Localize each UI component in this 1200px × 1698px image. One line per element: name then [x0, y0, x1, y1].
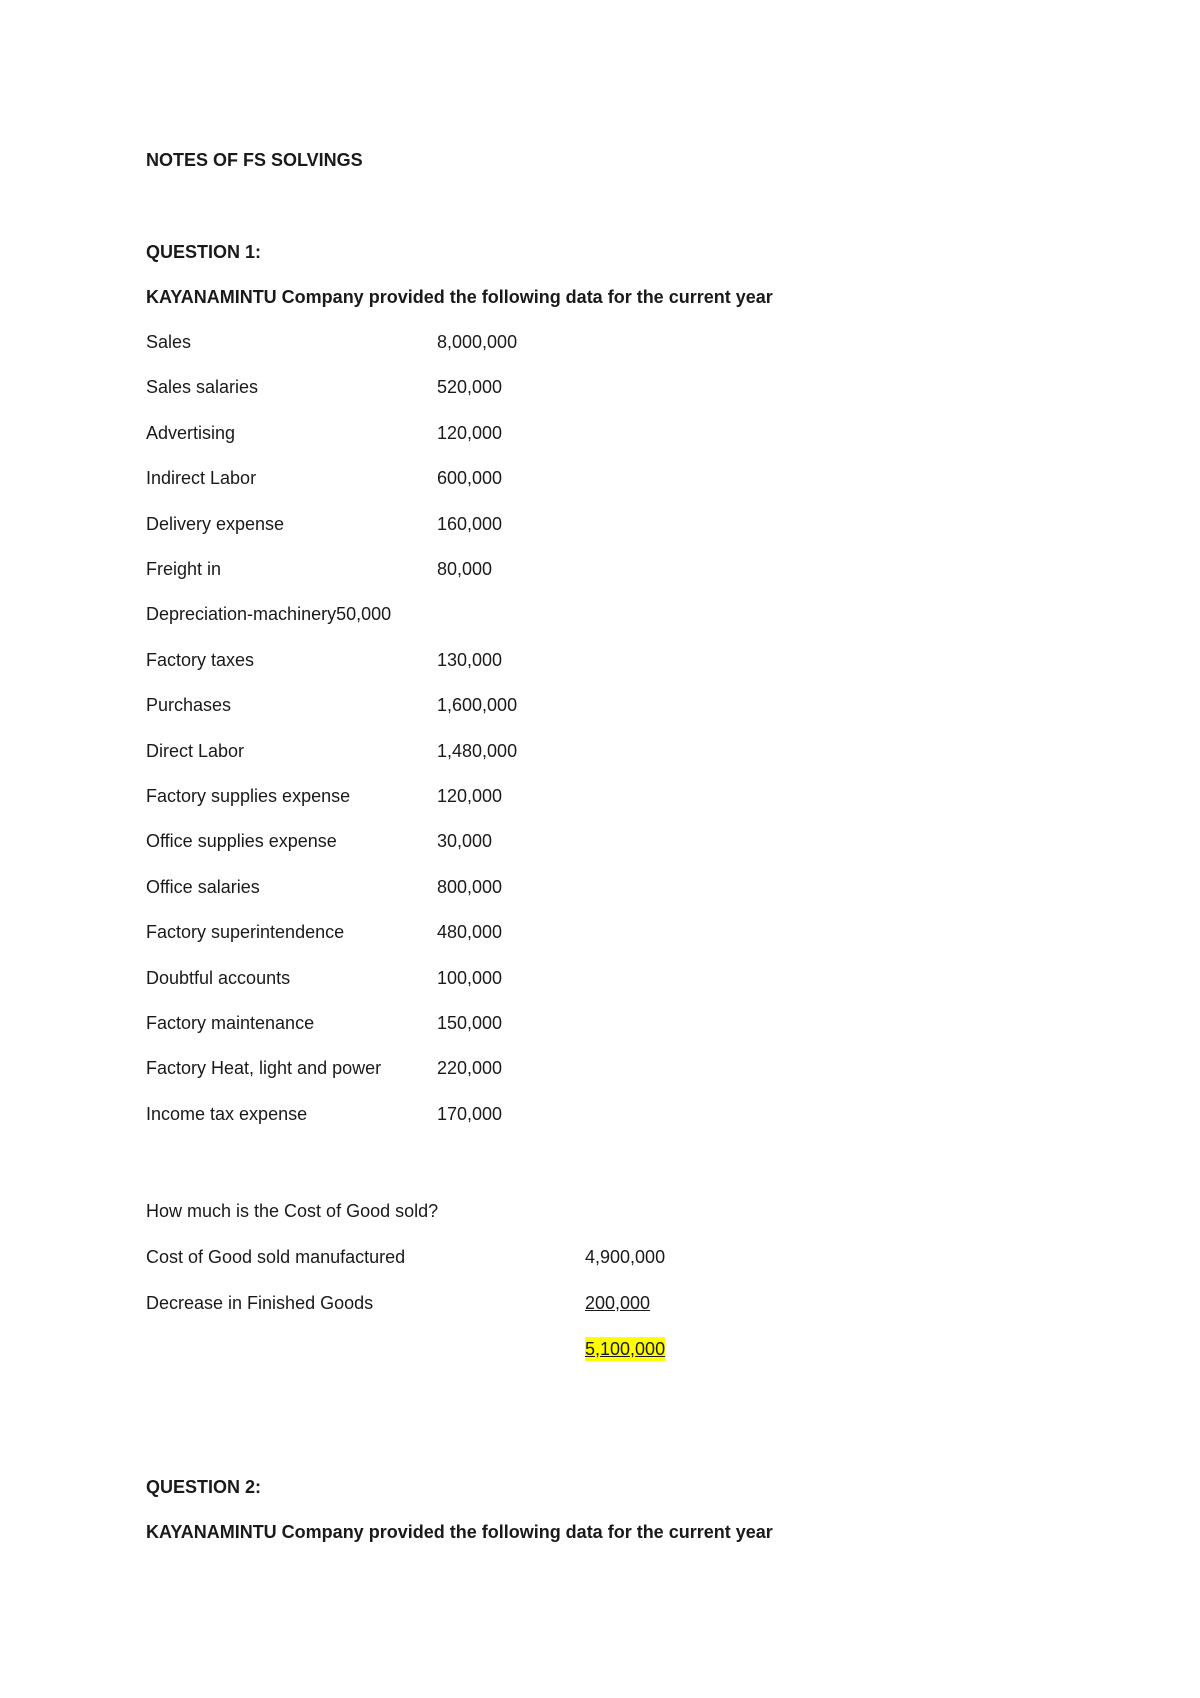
doc-title: NOTES OF FS SOLVINGS [146, 150, 363, 170]
item-value: 100,000 [437, 968, 503, 988]
item-label: Factory taxes [146, 650, 255, 670]
item-value: 130,000 [437, 650, 503, 670]
item-label: Delivery expense [146, 514, 285, 534]
question1-intro: KAYANAMINTU Company provided the following data for the current year [146, 287, 773, 307]
item-value: 120,000 [437, 423, 503, 443]
answer-label-cogm: Cost of Good sold manufactured [146, 1247, 406, 1267]
answer-value-decrease: 200,000 [585, 1293, 651, 1313]
question1-heading: QUESTION 1: [146, 242, 262, 262]
item-value: 30,000 [437, 831, 493, 851]
answer-label-decrease: Decrease in Finished Goods [146, 1293, 374, 1313]
item-label: Freight in [146, 559, 222, 579]
item-label: Sales [146, 332, 192, 352]
item-label: Office salaries [146, 877, 260, 897]
item-value: 800,000 [437, 877, 503, 897]
question2-heading: QUESTION 2: [146, 1477, 262, 1497]
item-value: 520,000 [437, 377, 503, 397]
item-value: 600,000 [437, 468, 503, 488]
item-value: 150,000 [437, 1013, 503, 1033]
item-value: 220,000 [437, 1058, 503, 1078]
item-label: Sales salaries [146, 377, 259, 397]
answer-total-highlight: 5,100,000 [585, 1339, 666, 1359]
item-label: Office supplies expense [146, 831, 337, 851]
item-label: Advertising [146, 423, 236, 443]
item-value: 1,600,000 [437, 695, 518, 715]
item-value: 170,000 [437, 1104, 503, 1124]
item-value: 480,000 [437, 922, 503, 942]
item-value: 80,000 [437, 559, 493, 579]
item-label: Depreciation-machinery50,000 [146, 604, 392, 624]
item-label: Indirect Labor [146, 468, 257, 488]
question2-intro: KAYANAMINTU Company provided the following data for the current year [146, 1522, 773, 1542]
item-value: 1,480,000 [437, 741, 518, 761]
item-value: 120,000 [437, 786, 503, 806]
item-label: Factory supplies expense [146, 786, 351, 806]
item-label: Direct Labor [146, 741, 245, 761]
item-value: 160,000 [437, 514, 503, 534]
item-label: Factory superintendence [146, 922, 345, 942]
item-value: 8,000,000 [437, 332, 518, 352]
item-label: Factory Heat, light and power [146, 1058, 382, 1078]
item-label: Purchases [146, 695, 232, 715]
item-label: Doubtful accounts [146, 968, 291, 988]
item-label: Income tax expense [146, 1104, 308, 1124]
answer-value-cogm: 4,900,000 [585, 1247, 666, 1267]
item-label: Factory maintenance [146, 1013, 315, 1033]
question1-prompt: How much is the Cost of Good sold? [146, 1201, 439, 1221]
